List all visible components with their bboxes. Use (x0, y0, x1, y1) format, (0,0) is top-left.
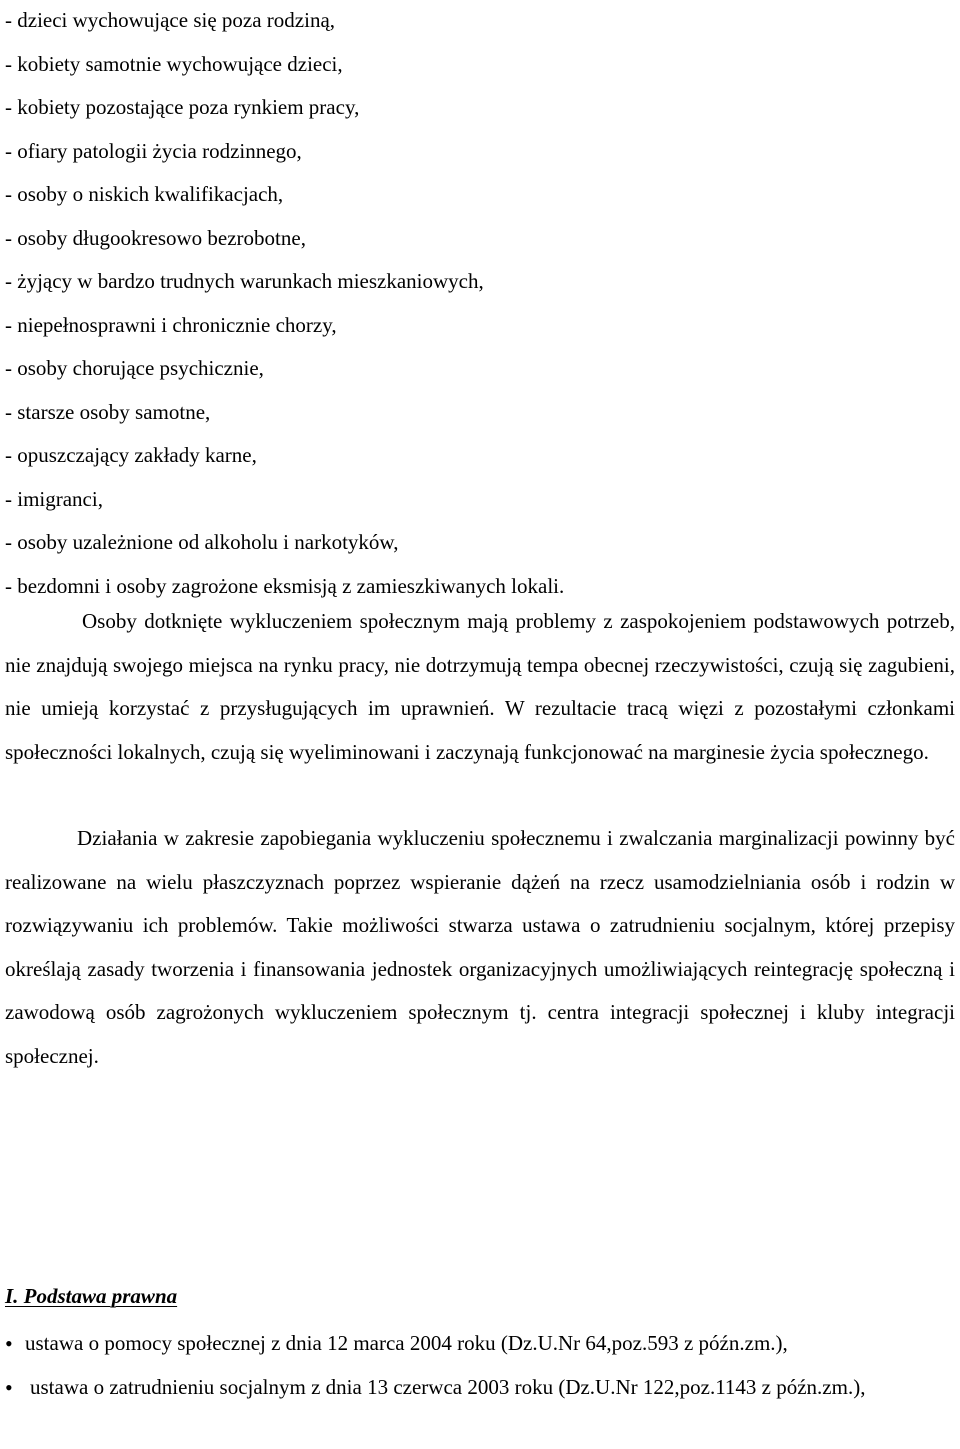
legal-basis-item (5, 1366, 955, 1410)
list-item: - niepełnosprawni i chronicznie chorzy, (5, 312, 337, 337)
list-item: - imigranci, (5, 486, 103, 511)
legal-basis-list (5, 1322, 955, 1409)
bullet-icon: • (5, 1374, 13, 1400)
list-item: - ofiary patologii życia rodzinnego, (5, 138, 302, 163)
list-item: - osoby chorujące psychicznie, (5, 356, 264, 380)
list-item: - żyjący w bardzo trudnych warunkach mieszkaniowych, (5, 269, 484, 293)
list-item: - starsze osoby samotne, (5, 399, 211, 424)
paragraph-effects: Osoby dotknięte wykluczeniem społecznym mają problemy z zaspokojeniem podstawowych potrzeb, nie znajdują swojego miejsca na rynku pracy, nie dotrzymują tempa obecnej rzeczywistości, czują się zagubieni, nie umieją korzystać z przysługujących im uprawnień. W rezultacie tracą więzi z pozostałymi członkami społeczności lokalnych, czują się wyeliminowani i zaczynają funkcjonować na marginesie życia społecznego. (5, 609, 955, 764)
legal-basis-item (5, 1322, 955, 1366)
paragraph-actions: Działania w zakresie zapobiegania wykluczeniu społecznemu i zwalczania marginalizacji powinny być realizowane na wielu płaszczyznach poprzez wspieranie dążeń na rzecz usamodzielniania osób i rodzin w rozwiązywaniu ich problemów. Takie możliwości stwarza ustawa o zatrudnieniu socjalnym, której przepisy określają zasady tworzenia i finansowania jednostek organizacyjnych umożliwiających reintegrację społeczną i zawodową osób zagrożonych wykluczeniem społecznym tj. centra integracji społecznej i kluby integracji społecznej. (5, 826, 955, 1068)
legal-basis-text: ustawa o zatrudnieniu socjalnym z dnia 13 czerwca 2003 roku (Dz.U.Nr 122,poz.1143 z późn.zm.), (30, 1374, 866, 1399)
bullet-icon: • (5, 1331, 13, 1356)
list-item: - kobiety pozostające poza rynkiem pracy, (5, 95, 360, 119)
list-item: - osoby o niskich kwalifikacjach, (5, 182, 284, 206)
list-item: - bezdomni i osoby zagrożone eksmisją z zamieszkiwanych lokali. (5, 573, 565, 598)
list-item: - osoby długookresowo bezrobotne, (5, 225, 306, 250)
list-item: - kobiety samotnie wychowujące dzieci, (5, 51, 343, 76)
list-item: - dzieci wychowujące się poza rodziną, (5, 8, 336, 32)
excluded-groups-list (5, 0, 564, 609)
list-item: - opuszczający zakłady karne, (5, 443, 257, 467)
section-heading: I. Podstawa prawna (5, 1284, 178, 1308)
list-item: - osoby uzależnione od alkoholu i narkotyków, (5, 530, 399, 554)
legal-basis-text: ustawa o pomocy społecznej z dnia 12 marca 2004 roku (Dz.U.Nr 64,poz.593 z późn.zm.), (25, 1331, 788, 1355)
